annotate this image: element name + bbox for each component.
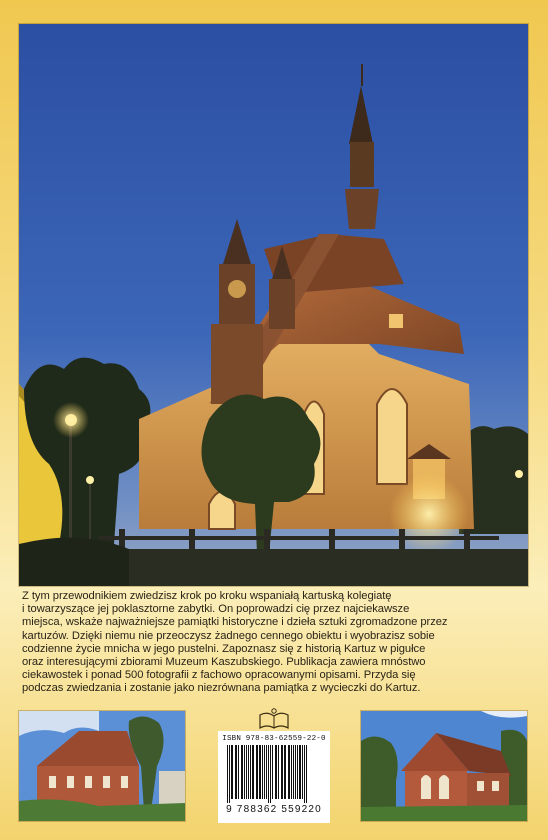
barcode-bar (266, 745, 267, 799)
barcode-bar (306, 745, 307, 803)
barcode-bar (252, 745, 254, 799)
barcode-bar (248, 745, 249, 799)
barcode-bar (278, 745, 279, 799)
description-line: ciekawostek i ponad 500 fotografii z fachowo opracowanymi opisami. Przyda się (22, 669, 416, 682)
barcode-bar (284, 745, 286, 799)
ean-digits: 9 788362 559220 (226, 804, 322, 815)
description-line: codzienne życie mnicha w jego pustelni. Zapoznasz się z historią Kartuz w pigułce (22, 642, 426, 655)
gothic-house-photo (361, 711, 527, 821)
barcode-bar (297, 745, 298, 799)
barcode-bars (224, 745, 324, 803)
barcode-bar (299, 745, 301, 799)
barcode-bar (281, 745, 283, 799)
barcode-bar (229, 745, 230, 803)
brick-building-photo (19, 711, 185, 821)
barcode-bar (270, 745, 271, 803)
barcode-bar (304, 745, 305, 803)
barcode-bar (256, 745, 258, 799)
barcode-bar (262, 745, 263, 799)
description-line: oraz interesującymi zbiorami Muzeum Kaszubskiego. Publikacja zawiera mnóstwo (22, 656, 426, 669)
barcode-bar (250, 745, 251, 799)
barcode-bar (293, 745, 294, 799)
barcode-bar (295, 745, 296, 799)
barcode-bar (227, 745, 228, 803)
barcode-bar (272, 745, 273, 799)
barcode-bar (238, 745, 239, 799)
barcode-bar (268, 745, 269, 803)
barcode-bar (259, 745, 261, 799)
barcode-bar (235, 745, 237, 799)
description-line: i towarzyszące jej poklasztorne zabytki. On poprowadzi cię przez najciekawsze (22, 603, 410, 616)
book-logo-icon (256, 707, 292, 731)
barcode-bar (302, 745, 303, 799)
church-photo (19, 24, 528, 586)
barcode-bar (264, 745, 265, 799)
isbn-barcode (218, 731, 330, 823)
barcode-bar (246, 745, 247, 799)
description-line: Z tym przewodnikiem zwiedzisz krok po kroku wspaniałą kartuską kolegiatę (22, 590, 392, 602)
barcode-bar (244, 745, 245, 799)
barcode-bar (275, 745, 277, 799)
barcode-bar (288, 745, 290, 799)
barcode-bar (231, 745, 233, 799)
description-line: kartuzów. Dzięki niemu nie przeoczysz żadnego cennego obiektu i wyobrazisz sobie (22, 629, 435, 642)
barcode-bar (241, 745, 243, 799)
isbn-text: ISBN 978-83-62559-22-0 (222, 735, 326, 743)
description-line: miejsca, wskaże najważniejsze pamiątki historyczne i dzieła sztuki zgromadzone przez (22, 616, 448, 629)
description-line: podczas zwiedzania i zostanie jako niezrównana pamiątka z wycieczki do Kartuz. (22, 682, 421, 695)
barcode-bar (291, 745, 292, 799)
description-text (22, 590, 526, 696)
